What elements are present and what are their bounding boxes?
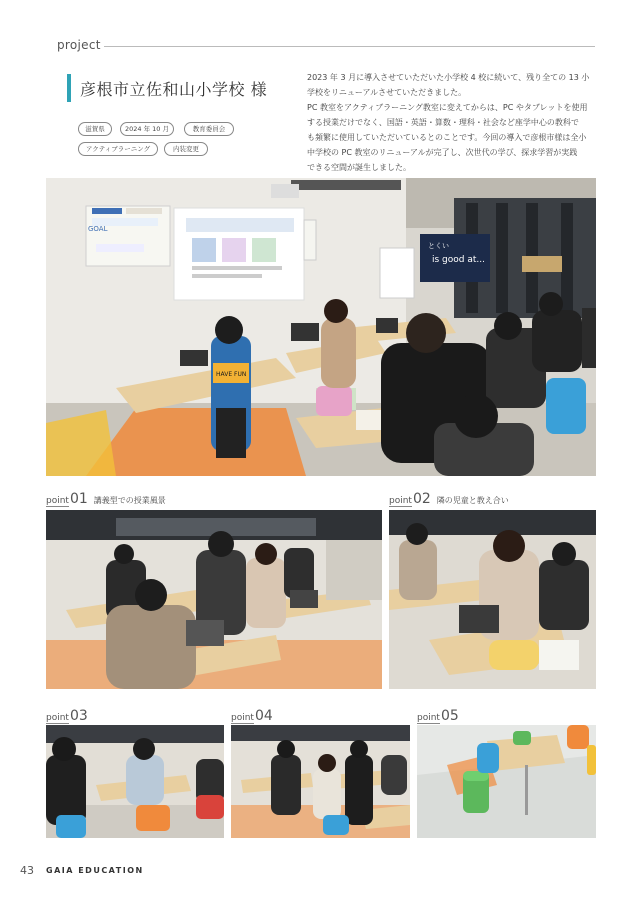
point-01-heading <box>46 488 166 507</box>
tag-interior: 内装変更 <box>164 142 208 156</box>
intro-line: できる空間が誕生しました。 <box>307 163 411 172</box>
point-caption: 隣の児童と教え合い <box>436 496 509 505</box>
point-word: point <box>46 496 69 506</box>
point-number: 05 <box>440 708 459 724</box>
point-03-heading <box>46 705 88 724</box>
point-word: point <box>417 713 440 723</box>
main-classroom-photo <box>46 178 596 476</box>
point-number: 03 <box>69 708 88 724</box>
point-number: 01 <box>69 491 88 507</box>
section-divider <box>104 46 595 47</box>
intro-line: 中学校の PC 教室のリニューアルが完了し、次世代の学び、探求学習が実践 <box>307 148 578 157</box>
point-05-photo <box>417 725 596 838</box>
tag-prefecture: 滋賀県 <box>78 122 112 136</box>
point-03-photo <box>46 725 224 838</box>
board-text-1: とくい <box>428 242 449 250</box>
intro-line: 2023 年 3 月に導入させていただいた小学校 4 校に続いて、残り全ての 13 小 <box>307 73 590 82</box>
board-text-2: is good at... <box>432 255 485 265</box>
intro-line: も頻繁に使用していただいているとのことです。今回の導入で彦根市様は全小 <box>307 133 587 142</box>
tag-date: 2024 年 10 月 <box>120 122 174 136</box>
goal-label: GOAL <box>88 225 108 233</box>
intro-line: 学校をリニューアルさせていただきました。 <box>307 88 467 97</box>
intro-text <box>307 70 597 175</box>
brand-name: GAIA EDUCATION <box>46 866 144 875</box>
point-word: point <box>231 713 254 723</box>
point-number: 04 <box>254 708 273 724</box>
intro-line: PC 教室をアクティブラーニング教室に変えてからは、PC やタブレットを使用 <box>307 103 588 112</box>
shirt-text: HAVE FUN <box>216 371 247 378</box>
point-04-photo <box>231 725 410 838</box>
point-01-photo <box>46 510 382 689</box>
point-word: point <box>46 713 69 723</box>
tag-active-learning: アクティブラーニング <box>78 142 158 156</box>
intro-line: する授業だけでなく、国語・英語・算数・理科・社会など座学中心の教科で <box>307 118 579 127</box>
title-accent-bar <box>67 74 71 102</box>
point-02-photo <box>389 510 596 689</box>
point-caption: 講義型での授業風景 <box>93 496 166 505</box>
point-number: 02 <box>412 491 431 507</box>
school-title: 彦根市立佐和山小学校 様 <box>80 80 268 99</box>
point-02-heading <box>389 488 509 507</box>
point-04-heading <box>231 705 273 724</box>
tag-client: 教育委員会 <box>184 122 234 136</box>
page-number: 43 <box>20 864 34 877</box>
point-word: point <box>389 496 412 506</box>
section-label: project <box>57 38 101 52</box>
point-05-heading <box>417 705 459 724</box>
